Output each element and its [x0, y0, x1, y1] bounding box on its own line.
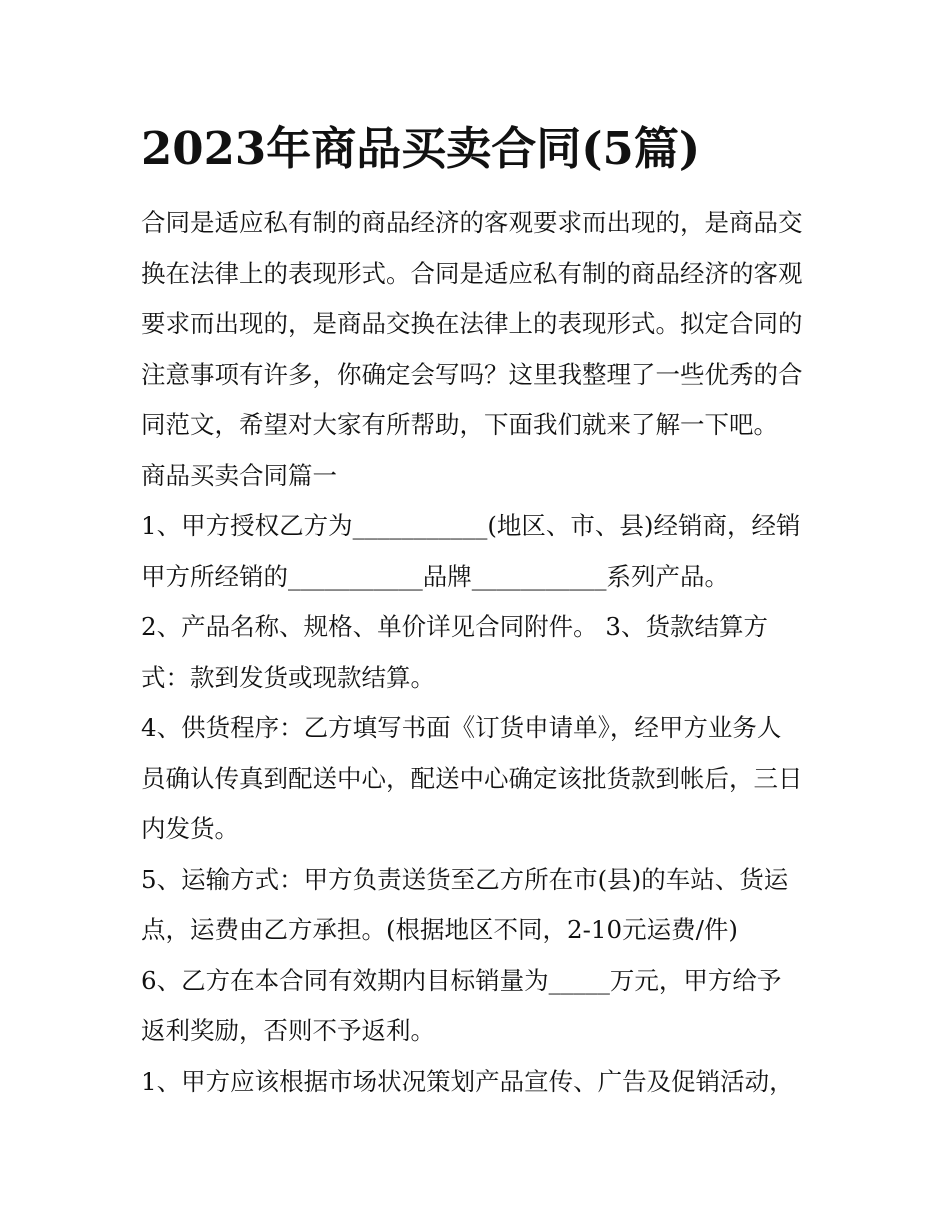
clause-line: 内发货。: [141, 814, 239, 843]
clause-line: 点，运费由乙方承担。(根据地区不同，2-10元运费/件): [141, 915, 738, 944]
text-line: 同范文，希望对大家有所帮助，下面我们就来了解一下吧。: [141, 410, 778, 439]
text-line: 注意事项有许多，你确定会写吗？这里我整理了一些优秀的合: [141, 359, 803, 389]
clause-line: 4、供货程序：乙方填写书面《订货申请单》，经甲方业务人: [141, 713, 782, 742]
clause-line: 员确认传真到配送中心，配送中心确定该批货款到帐后，三日: [141, 763, 803, 793]
clause-line: 式：款到发货或现款结算。: [141, 662, 435, 692]
clause-line: 5、运输方式：甲方负责送货至乙方所在市(县)的车站、货运: [141, 864, 789, 894]
clause-line: 甲方所经销的___________品牌___________系列产品。: [141, 561, 729, 591]
clause-line: 2、产品名称、规格、单价详见合同附件。 3、货款结算方: [141, 612, 768, 641]
clause-line: 1、甲方授权乙方为___________(地区、市、县)经销商，经销: [141, 511, 801, 540]
document-title: 2023年商品买卖合同(5篇): [141, 122, 701, 175]
document-body: [141, 198, 821, 1107]
text-line: 要求而出现的，是商品交换在法律上的表现形式。拟定合同的: [141, 309, 803, 338]
clause-line: 返利奖励，否则不予返利。: [141, 1016, 435, 1045]
clause-line: 6、乙方在本合同有效期内目标销量为_____万元，甲方给予: [141, 965, 782, 995]
section-heading: 商品买卖合同篇一: [141, 460, 337, 490]
clause-line: 1、甲方应该根据市场状况策划产品宣传、广告及促销活动，: [141, 1066, 794, 1096]
document-page: [141, 118, 821, 1107]
text-line: 合同是适应私有制的商品经济的客观要求而出现的，是商品交: [141, 208, 803, 237]
text-line: 换在法律上的表现形式。合同是适应私有制的商品经济的客观: [141, 258, 803, 288]
